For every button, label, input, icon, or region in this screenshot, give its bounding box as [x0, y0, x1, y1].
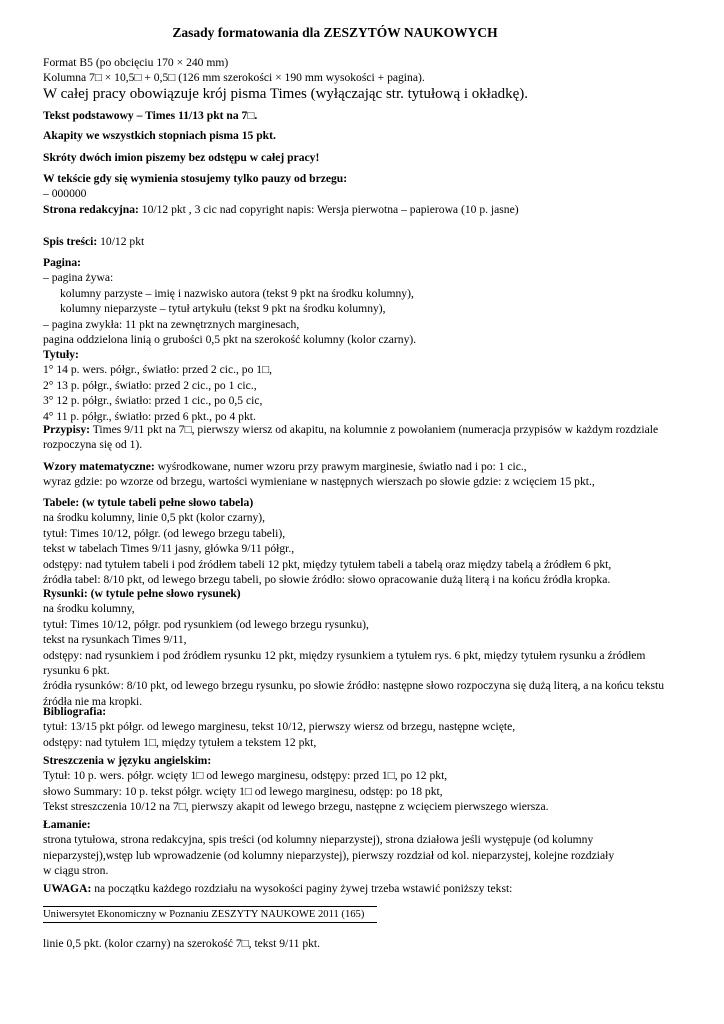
skroty-rule: Skróty dwóch imion piszemy bez odstępu w całej pracy! [43, 151, 320, 164]
list-item: słowo Summary: 10 p. tekst półgr. wcięty 1□ od lewego marginesu, odstęp: po 18 pkt, [43, 784, 443, 798]
list-item: źródła rysunków: 8/10 pkt, od lewego brzegu rysunku, po słowie źródło: następne słowo rozpoczyna się dużą literą, a na końcu tekstu [43, 679, 665, 693]
list-item: 2° 13 p. półgr., światło: przed 2 cic., po 1 cic., [43, 378, 257, 392]
list-item: 4° 11 p. półgr., światło: przed 6 pkt., po 4 pkt. [43, 409, 256, 423]
list-item: nieparzystej),wstęp lub wprowadzenie (od kolumny nieparzystej), pierwszy rozdział od kol. nieparzystej, kolejne rozdziały [43, 848, 615, 862]
tytuly-section [43, 347, 703, 424]
lamanie-section [43, 817, 703, 879]
kolumna-line: Kolumna 7□ × 10,5□ + 0,5□ (126 mm szerokości × 190 mm wysokości + pagina). [43, 71, 425, 85]
list-item: w ciągu stron. [43, 864, 109, 878]
akapity-rule: Akapity we wszystkich stopniach pisma 15 pkt. [43, 129, 276, 142]
list-item: tytuł: 13/15 pkt półgr. od lewego marginesu, tekst 10/12, pierwszy wiersz od brzegu, następne wcięte, [43, 720, 516, 734]
page-title: Zasady formatowania dla ZESZYTÓW NAUKOWYCH [172, 25, 498, 40]
section-heading: Pagina: [43, 256, 82, 269]
section-heading: Wzory matematyczne: [43, 460, 155, 473]
list-item: rysunku 6 pkt. [43, 664, 110, 678]
section-heading: Rysunki: (w tytule pełne słowo rysunek) [43, 587, 241, 600]
pauzy-example: – 000000 [43, 187, 87, 201]
format-line: Format B5 (po obcięciu 170 × 240 mm) [43, 56, 229, 69]
format-section [43, 55, 703, 103]
list-item: źródła nie ma kropki. [43, 694, 143, 708]
section-heading: Streszczenia w języku angielskim: [43, 754, 212, 767]
tekst-rule: Tekst podstawowy – Times 11/13 pkt na 7□. [43, 109, 258, 122]
list-item: 3° 12 p. półgr., światło: przed 1 cic., po 0,5 cic, [43, 394, 263, 408]
strona-redakcyjna: Strona redakcyjna: 10/12 pkt , 3 cic nad copyright napis: Wersja pierwotna – papierowa (10 p. jasne) [43, 202, 519, 216]
list-item: na środku kolumny, [43, 602, 135, 616]
list-item: źródła tabel: 8/10 pkt, od lewego brzegu tabeli, po słowie źródło: słowo opracowanie dużą literą i na końcu źródła kropka. [43, 573, 611, 587]
section-heading: Tabele: (w tytule tabeli pełne słowo tabela) [43, 496, 254, 509]
section-heading: Łamanie: [43, 818, 91, 831]
section-heading: Tytuły: [43, 348, 79, 361]
section-heading: Bibliografia: [43, 705, 107, 718]
list-item: tekst na rysunkach Times 9/11, [43, 633, 187, 647]
list-item: odstępy: nad rysunkiem i pod źródłem rysunku 12 pkt, między rysunkiem a tytułem rys. 6 pkt, między tytułem rysunku a źródłem [43, 648, 646, 662]
list-item: tytuł: Times 10/12, półgr. (od lewego brzegu tabeli), [43, 526, 286, 540]
streszczenia-section [43, 753, 703, 815]
bibliografia-section [43, 704, 703, 750]
section-heading: UWAGA: [43, 882, 92, 895]
list-item: odstępy: nad tytułem tabeli i pod źródłem tabeli 12 pkt, między tytułem tabeli a tabelą oraz między tabelą a źródłem 6 pkt, [43, 557, 612, 571]
font-rule-line: W całej pracy obowiązuje krój pisma Times (wyłączając str. tytułową i okładkę). [43, 85, 529, 102]
list-item: strona tytułowa, strona redakcyjna, spis treści (od kolumny nieparzystej), strona działowa jeśli występuje (od kolumny [43, 833, 594, 847]
list-item: tytuł: Times 10/12, półgr. pod rysunkiem (od lewego brzegu rysunku), [43, 617, 369, 631]
sample-running-header [43, 906, 377, 923]
list-item: kolumny parzyste – imię i nazwisko autora (tekst 9 pkt na środku kolumny), [60, 286, 414, 300]
section-heading: Przypisy: [43, 423, 91, 436]
list-item: 1° 14 p. wers. półgr., światło: przed 2 cic., po 1□, [43, 363, 272, 377]
pagina-section [43, 255, 703, 347]
list-item: – pagina zwykła: 11 pkt na zewnętrznych marginesach, [43, 317, 300, 331]
uwaga-section: UWAGA: na początku każdego rozdziału na wysokości paginy żywej trzeba wstawić poniższy tekst: [43, 882, 513, 895]
list-item: na środku kolumny, linie 0,5 pkt (kolor czarny), [43, 511, 266, 525]
list-item: pagina oddzielona linią o grubości 0,5 pkt na szerokość kolumny (kolor czarny). [43, 333, 417, 347]
final-note: linie 0,5 pkt. (kolor czarny) na szerokość 7□, tekst 9/11 pkt. [43, 937, 321, 950]
spis-tresci: Spis treści: 10/12 pkt [43, 235, 145, 248]
list-item: Tekst streszczenia 10/12 na 7□, pierwszy akapit od lewego brzegu, następne z wcięciem pierwszego wiersza. [43, 800, 549, 814]
wzory-section: Wzory matematyczne: wyśrodkowane, numer wzoru przy prawym marginesie, światło nad i po: 1 cic., wyraz gdzie: po wzorze od brzegu, wartości wymieniane w następnych wierszach po słowie gdzie: z wcięciem 15 pkt., [43, 460, 595, 489]
sample-header-text: Uniwersytet Ekonomiczny w Poznaniu ZESZYTY NAUKOWE 2011 (165) [43, 909, 365, 920]
list-item: kolumny nieparzyste – tytuł artykułu (tekst 9 pkt na środku kolumny), [60, 302, 386, 316]
list-item: – pagina żywa: [43, 271, 114, 285]
pauzy-rule: W tekście gdy się wymienia stosujemy tylko pauzy od brzegu: – 000000 Strona redakcyjna: 10/12 pkt , 3 cic nad copyright napis: Wersja pierwotna – papierowa (10 p. jasne) [43, 171, 703, 217]
rysunki-section [43, 586, 703, 709]
przypisy-section: Przypisy: Times 9/11 pkt na 7□, pierwszy wiersz od akapitu, na kolumnie z powołaniem (numeracja przypisów w każdym rozdziale rozpoczyna się od 1). [43, 423, 659, 452]
list-item: odstępy: nad tytułem 1□, między tytułem a tekstem 12 pkt, [43, 735, 317, 749]
list-item: tekst w tabelach Times 9/11 jasny, główka 9/11 półgr., [43, 542, 295, 556]
list-item: Tytuł: 10 p. wers. półgr. wcięty 1□ od lewego marginesu, odstępy: przed 1□, po 12 pkt, [43, 769, 448, 783]
tabele-section [43, 495, 703, 587]
